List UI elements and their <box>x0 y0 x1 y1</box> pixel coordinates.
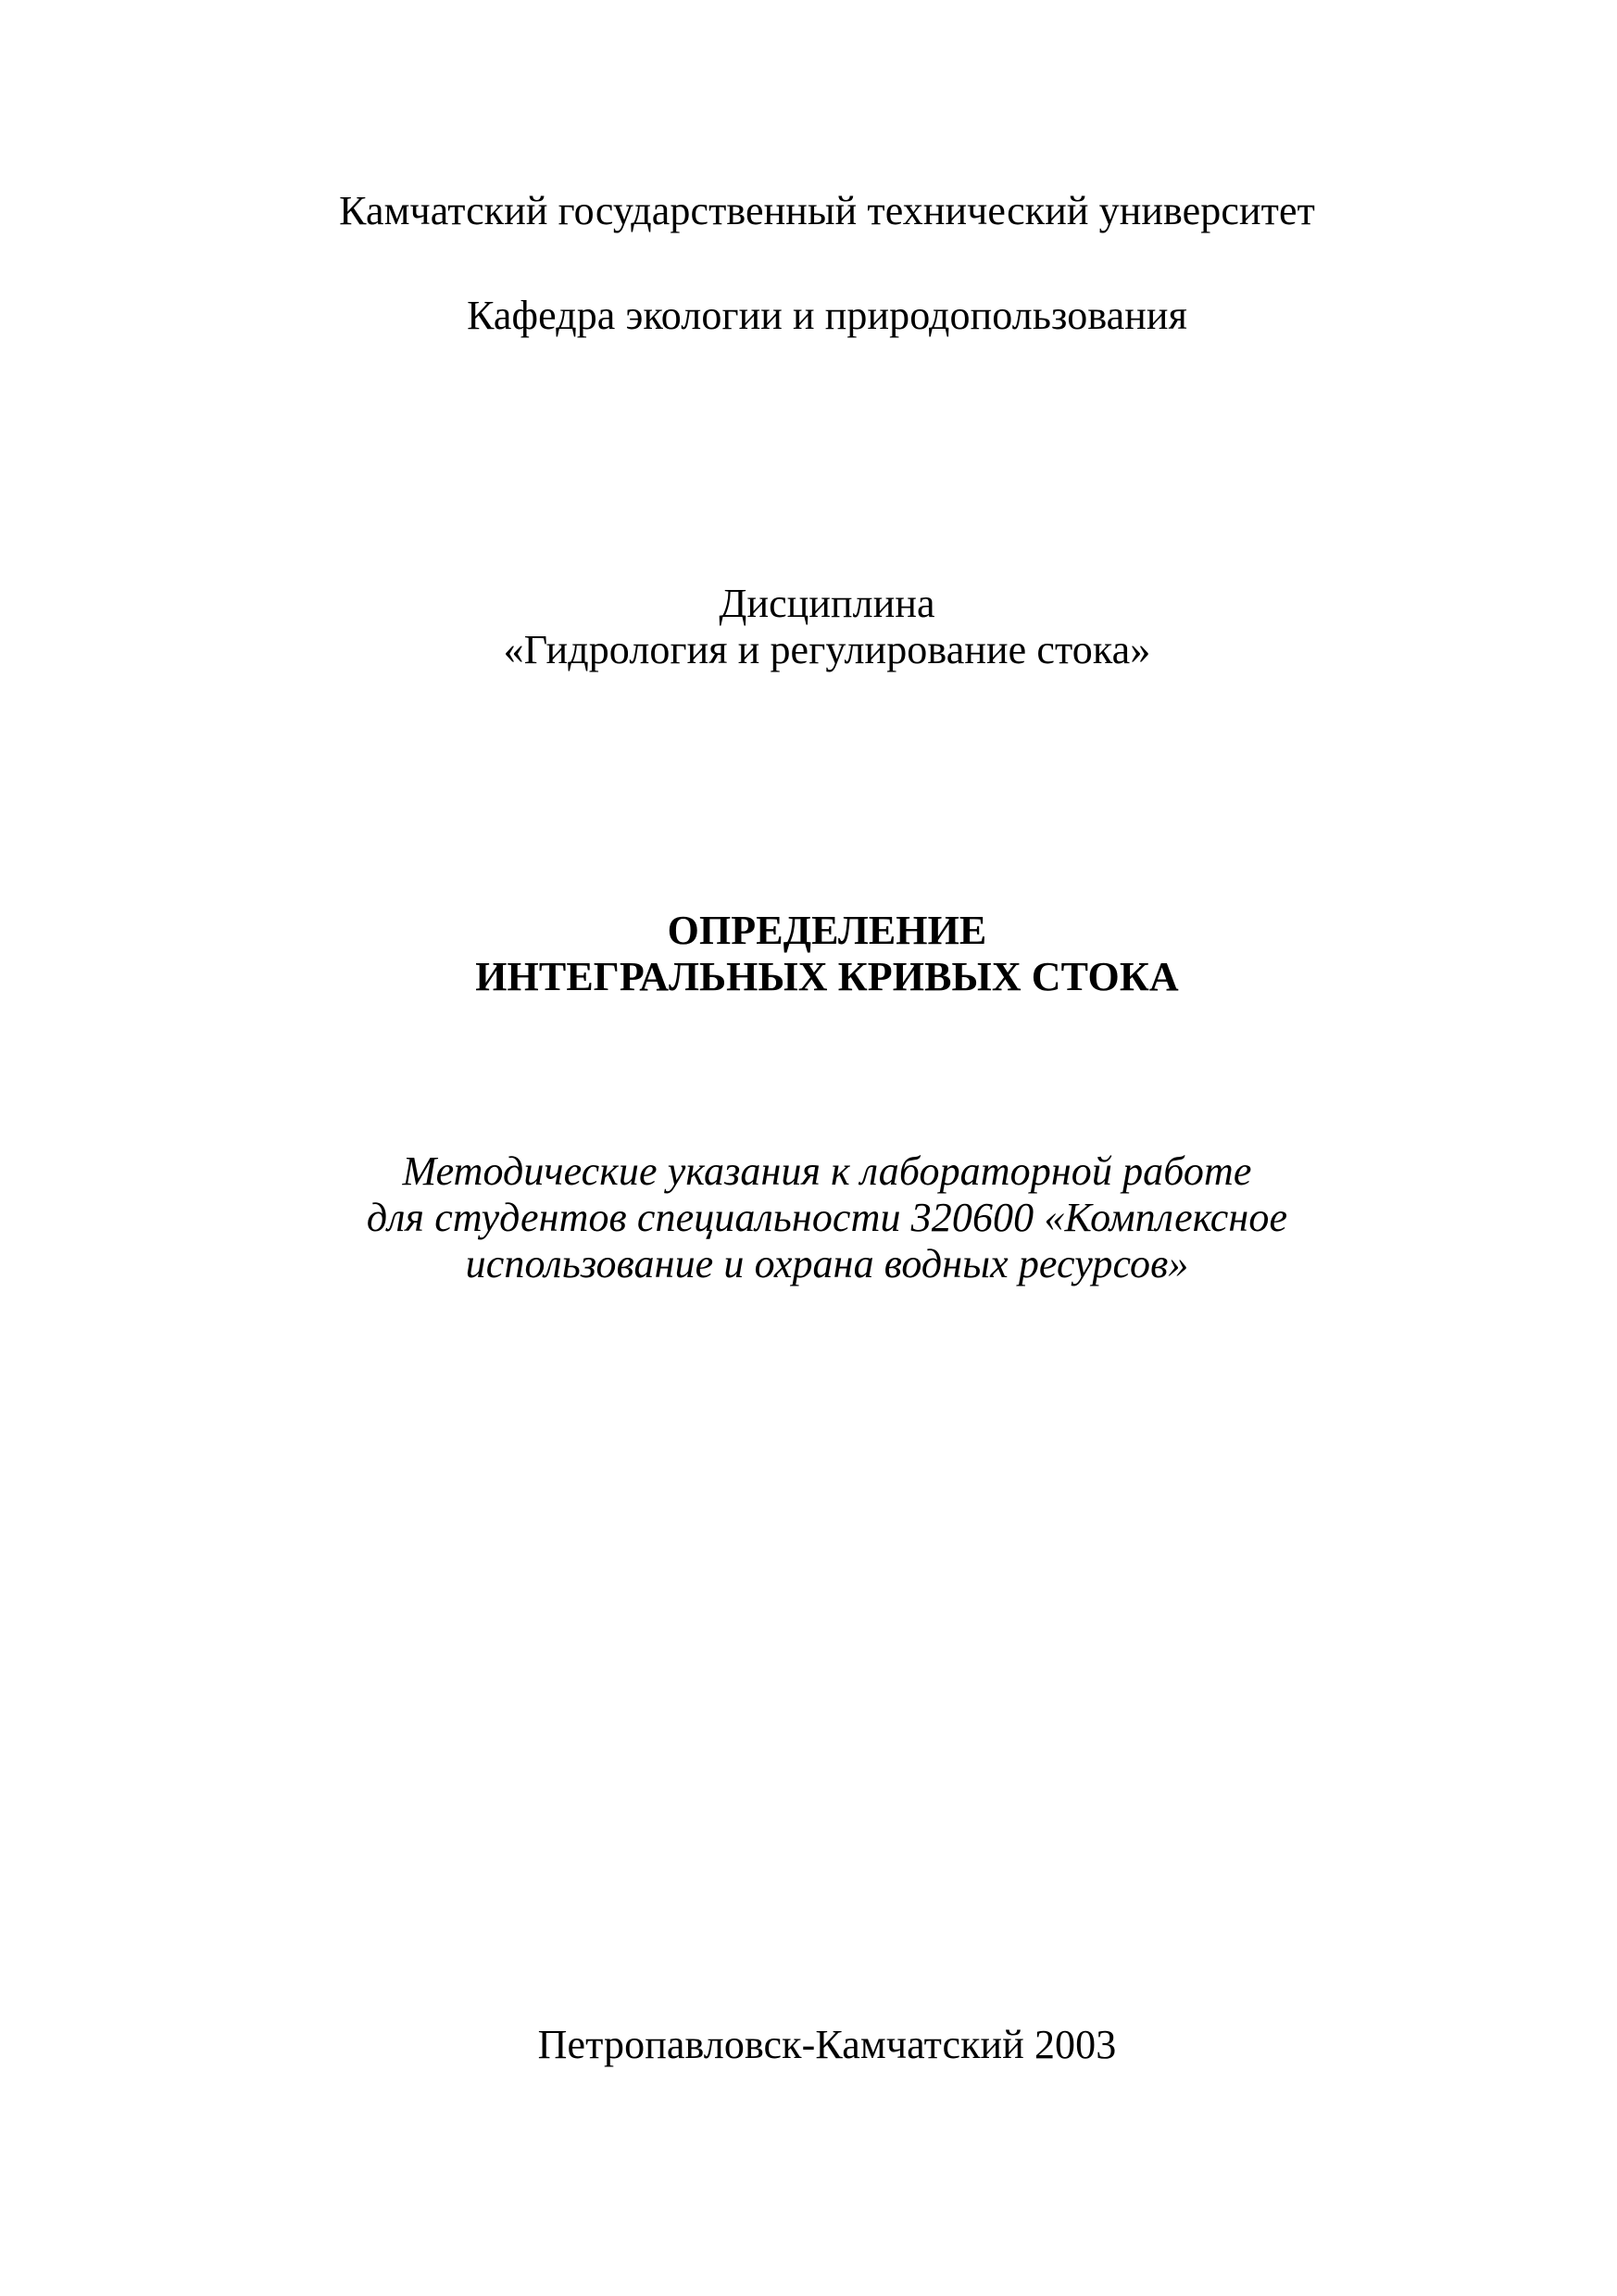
document-subtitle-line-3: использование и охрана водных ресурсов» <box>465 1241 1189 1286</box>
discipline-label: Дисциплина <box>719 581 935 626</box>
document-subtitle-line-2: для студентов специальности 320600 «Комплексное <box>366 1195 1288 1240</box>
city-and-year: Петропавловск-Камчатский 2003 <box>537 2022 1117 2067</box>
document-title-line-2: ИНТЕГРАЛЬНЫХ КРИВЫХ СТОКА <box>475 954 1179 999</box>
discipline-name: «Гидрология и регулирование стока» <box>503 627 1151 672</box>
document-subtitle-line-1: Методические указания к лабораторной работе <box>402 1148 1252 1194</box>
department-name: Кафедра экологии и природопользования <box>467 293 1187 338</box>
university-name: Камчатский государственный технический университет <box>339 188 1315 233</box>
document-title-line-1: ОПРЕДЕЛЕНИЕ <box>667 908 987 953</box>
